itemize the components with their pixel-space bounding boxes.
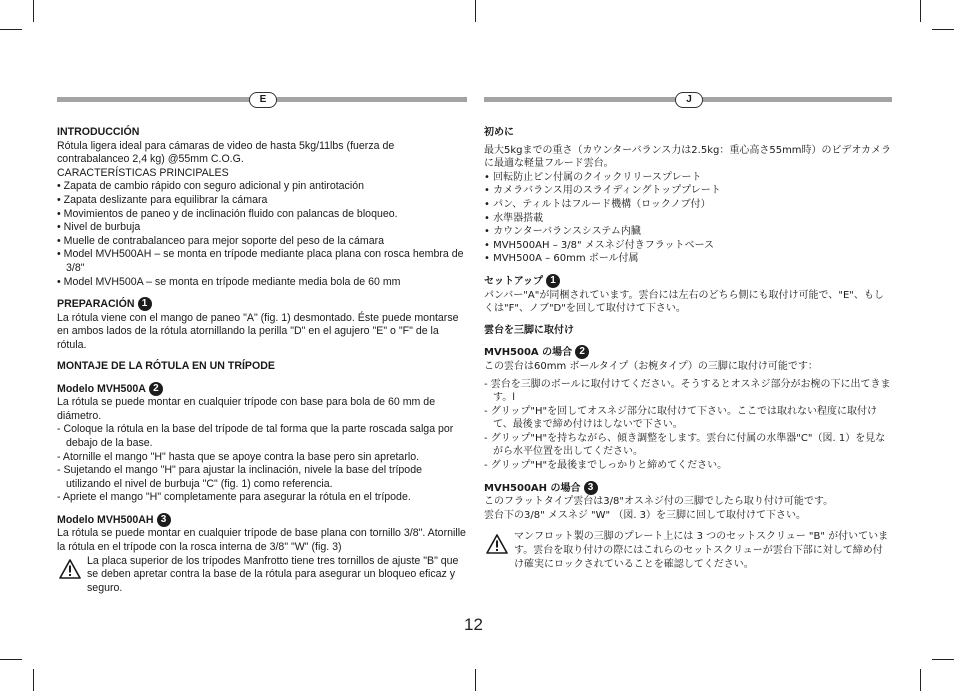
japanese-column (484, 92, 892, 571)
model-a-title: Modelo MVH500A 2 (57, 382, 467, 396)
model-a-step: - グリップ"H"を持ちながら、傾き調整をします。雲台に付属の水準器"C"（図. 1）を見ながら水平位置を出してください。 (484, 432, 886, 458)
crop-mark (932, 29, 954, 30)
setup-text: パンバー"A"が同梱されています。雲台には左右のどちら側にも取付け可能で、"E"、もしくは"F"、ノブ"D"を回して取付けて下さい。 (484, 289, 884, 315)
page-number: 12 (464, 615, 483, 634)
preparation-text: La rótula viene con el mango de paneo "A" (fig. 1) desmontado. Éste puede montarse en ambos lados de la rótula atornillando la perilla "D" en el agujero "E" o "F" de la rótula. (57, 311, 459, 351)
model-a-text: La rótula se puede montar en cualquier trípode con base para bola de 60 mm de diámetro. (57, 396, 436, 422)
model-a-step: - Sujetando el mango "H" para ajustar la inclinación, nivele la base del trípode utilizando el nivel de burbuja "C" (fig. 1) como referencia. (57, 464, 422, 490)
crop-mark (33, 0, 34, 22)
features-title: CARACTERÍSTICAS PRINCIPALES (57, 166, 229, 179)
crop-mark (920, 0, 921, 22)
feature-item: • 水準器搭載 (484, 212, 544, 224)
step-number-badge: 3 (157, 513, 171, 527)
warning-text: マンフロット製の三脚のプレート上には 3 つのセットスクリュー "B" が付いています。雲台を取り付けの際にはこれらのセットスクリューが雲台下部に対して締め付け確実にロックされていることを確認してください。 (514, 531, 889, 570)
warning-icon (486, 534, 508, 554)
language-badge-e: E (249, 92, 277, 108)
model-ah-text: このフラットタイプ雲台は3/8"オスネジ付の三脚でしたら取り付け可能です。 (484, 496, 834, 508)
feature-item: • パン、ティルトはフルード機構（ロックノブ付） (484, 198, 711, 210)
intro-title: 初めに (484, 127, 514, 138)
model-ah-title: Modelo MVH500AH 3 (57, 513, 467, 527)
model-a-step: - Atornille el mango "H" hasta que se apoye contra la base pero sin apretarlo. (57, 450, 420, 463)
crop-mark (475, 0, 476, 22)
feature-item: • MVH500AH – 3/8" メスネジ付きフラットベース (484, 239, 715, 251)
feature-item: • MVH500A – 60mm ボール付属 (484, 253, 639, 265)
language-header-bar (484, 92, 892, 108)
model-a-step: - グリップ"H"を回してオスネジ部分に取付けて下さい。ここでは取れない程度に取付けて、最後まで締め付けはしないで下さい。 (484, 405, 878, 431)
step-number-badge: 2 (149, 382, 163, 396)
crop-mark (932, 659, 954, 660)
warning-icon (59, 559, 81, 579)
step-number-badge: 1 (138, 297, 152, 311)
feature-item: • カウンターバランスシステム内臓 (484, 226, 641, 238)
model-ah-text: 雲台下の3/8" メスネジ "W" （図. 3）を三脚に回して取付けて下さい。 (484, 509, 807, 521)
feature-item: • カメラバランス用のスライディングトッププレート (484, 185, 721, 197)
crop-mark (0, 29, 22, 30)
mounting-title: MONTAJE DE LA RÓTULA EN UN TRÍPODE (57, 360, 275, 373)
feature-item: • Zapata de cambio rápido con seguro adicional y pin antirotación (57, 180, 364, 193)
spanish-column (57, 92, 467, 595)
model-a-step: - グリップ"H"を最後までしっかりと締めてください。 (484, 460, 728, 472)
intro-text: contrabalanceo 2,4 kg) @55mm C.O.G. (57, 153, 244, 166)
step-number-badge: 3 (584, 481, 598, 495)
feature-item: • 回転防止ピン付属のクイックリリースプレート (484, 171, 702, 183)
feature-item: • Muelle de contrabalanceo para mejor soporte del peso de la cámara (57, 234, 385, 247)
feature-item: • Model MVH500A – se monta en trípode mediante media bola de 60 mm (57, 275, 401, 288)
model-a-step: - Apriete el mango "H" completamente para asegurar la rótula en el trípode. (57, 491, 411, 504)
model-ah-text: La rótula se puede montar en cualquier trípode de base plana con tornillo 3/8". Atornille la rótula en el trípode con la rosca interna de 3/8" "W" (fig. 3) (57, 527, 466, 554)
model-a-title: MVH500A の場合 2 (484, 345, 892, 360)
crop-mark (33, 669, 34, 691)
crop-mark (475, 669, 476, 691)
step-number-badge: 2 (575, 345, 589, 359)
warning-note (484, 530, 892, 571)
crop-mark (920, 669, 921, 691)
model-a-step: - 雲台を三脚のボールに取付けてください。そうするとオスネジ部分がお椀の下に出てきます。l (484, 378, 891, 404)
step-number-badge: 1 (546, 274, 560, 288)
language-header-bar (57, 92, 467, 108)
setup-title: セットアップ 1 (484, 274, 892, 289)
feature-item: • Nivel de burbuja (57, 221, 141, 234)
model-a-text: この雲台は60mm ボールタイプ（お椀タイプ）の三脚に取付け可能です： (484, 360, 818, 372)
model-ah-title: MVH500AH の場合 3 (484, 481, 892, 496)
intro-text: 最大5kgまでの重さ（カウンターバランス力は2.5kg：重心高さ55mm時）のビデオカメラに最適な軽量フルード雲台。 (484, 144, 892, 170)
feature-item: • Movimientos de paneo y de inclinación fluido con palancas de bloqueo. (57, 207, 398, 220)
feature-item: • Model MVH500AH – se monta en trípode mediante placa plana con rosca hembra de 3/8" (57, 248, 464, 274)
crop-mark (0, 659, 22, 660)
warning-text: La placa superior de los trípodes Manfrotto tiene tres tornillos de ajuste "B" que se deben apretar contra la base de la rótula para asegurar un bloqueo eficaz y seguro. (87, 554, 459, 594)
language-badge-j: J (675, 92, 703, 108)
intro-title: INTRODUCCIÓN (57, 126, 140, 138)
feature-item: • Zapata deslizante para equilibrar la cámara (57, 193, 268, 206)
mounting-title: 雲台を三脚に取付け (484, 324, 574, 336)
intro-text: Rótula ligera ideal para cámaras de video de hasta 5kg/11lbs (fuerza de (57, 139, 395, 152)
preparation-title: PREPARACIÓN 1 (57, 297, 467, 311)
warning-note (57, 555, 467, 596)
model-a-step: - Coloque la rótula en la base del trípode de tal forma que la parte roscada salga por debajo de la base. (57, 423, 454, 450)
